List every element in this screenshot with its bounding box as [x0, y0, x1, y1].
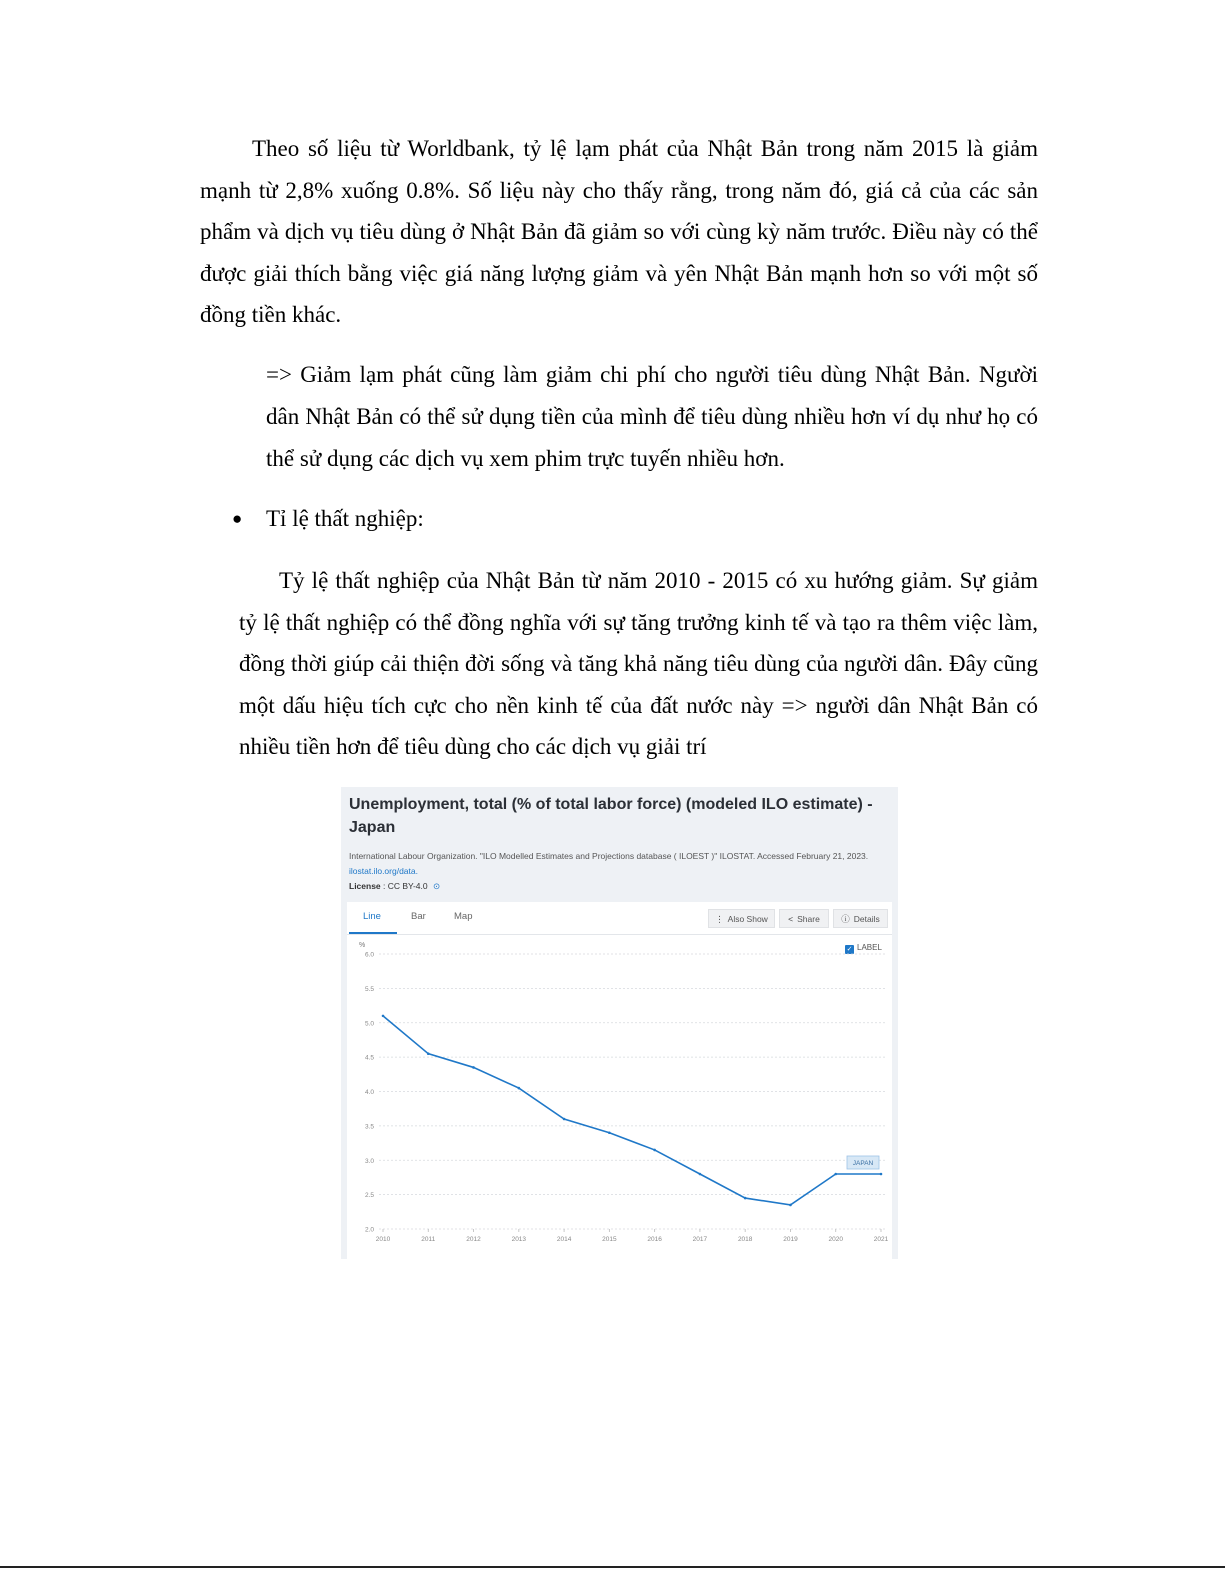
license-info-icon[interactable]: ⊙ — [432, 881, 441, 891]
x-tick-label: 2020 — [828, 1236, 843, 1243]
x-tick-label: 2021 — [873, 1236, 889, 1243]
data-point — [382, 1015, 385, 1018]
x-tick-label: 2010 — [375, 1236, 391, 1243]
data-point — [834, 1173, 837, 1176]
series-end-label: JAPAN — [852, 1160, 874, 1167]
source-link[interactable]: ilostat.ilo.org/data. — [349, 866, 418, 876]
source-text: International Labour Organization. "ILO Modelled Estimates and Projections database ( ILOEST )" ILOSTAT. Accessed February 21, 2023. — [349, 851, 869, 861]
data-point — [563, 1118, 566, 1121]
x-tick-label: 2011 — [421, 1236, 436, 1243]
share-button[interactable]: < Share — [779, 909, 829, 928]
chart-panel — [347, 902, 892, 1259]
more-vertical-icon: ⋮ — [715, 914, 724, 924]
share-icon: < — [788, 914, 794, 924]
data-point — [608, 1131, 611, 1134]
data-point — [427, 1052, 430, 1055]
bullet-label: Tỉ lệ thất nghiệp: — [266, 506, 424, 531]
x-tick-label: 2017 — [692, 1236, 708, 1243]
page-bottom-rule — [0, 1566, 1225, 1568]
paragraph-inflation: Theo số liệu từ Worldbank, tỷ lệ lạm phát của Nhật Bản trong năm 2015 là giảm mạnh từ 2,8% xuống 0.8%. Số liệu này cho thấy rằng, trong năm đó, giá cả của các sản phẩm và dịch vụ tiêu dùng ở Nhật Bản đã giảm so với cùng kỳ năm trước. Điều này có thể được giải thích bằng việc giá năng lượng giảm và yên Nhật Bản mạnh hơn so với một số đồng tiền khác. — [200, 136, 1038, 327]
tab-bar[interactable]: Bar — [411, 911, 426, 922]
data-point — [518, 1087, 521, 1090]
checkbox-checked-icon: ✓ — [846, 946, 853, 953]
info-icon: ⓘ — [841, 914, 850, 924]
y-tick-label: 4.5 — [365, 1054, 375, 1062]
x-tick-label: 2012 — [466, 1236, 481, 1243]
series-line-japan — [383, 1016, 881, 1205]
x-tick-label: 2013 — [511, 1236, 527, 1243]
data-point — [472, 1066, 475, 1069]
paragraph-inflation-consequence: => Giảm lạm phát cũng làm giảm chi phí cho người tiêu dùng Nhật Bản. Người dân Nhật Bản có thể sử dụng tiền của mình để tiêu dùng nhiều hơn ví dụ như họ có thể sử dụng các dịch vụ xem phim trực tuyến nhiều hơn. — [266, 362, 1038, 471]
y-tick-label: 2.5 — [365, 1192, 375, 1200]
chart-title: Unemployment, total (% of total labor force) (modeled ILO estimate) - Japan — [349, 796, 873, 836]
data-point — [744, 1197, 747, 1200]
tab-map[interactable]: Map — [454, 911, 473, 922]
y-tick-label: 3.5 — [365, 1123, 375, 1131]
details-button[interactable]: ⓘ Details — [833, 909, 888, 928]
data-point — [653, 1149, 656, 1152]
line-chart — [347, 902, 892, 1259]
x-tick-label: 2018 — [737, 1236, 753, 1243]
also-show-button[interactable]: ⋮ Also Show — [708, 909, 775, 928]
x-tick-label: 2016 — [647, 1236, 662, 1243]
y-tick-label: 2.0 — [365, 1226, 375, 1234]
data-point — [699, 1173, 702, 1176]
license — [349, 881, 440, 892]
y-axis-unit: % — [359, 942, 366, 949]
bullet-unemployment — [232, 499, 424, 539]
license-label: License — [349, 881, 381, 891]
y-tick-label: 5.0 — [365, 1020, 375, 1028]
license-value: : CC BY-4.0 — [383, 881, 428, 891]
chart-card — [341, 787, 898, 1259]
y-tick-label: 6.0 — [365, 951, 375, 959]
x-tick-label: 2015 — [602, 1236, 617, 1243]
x-tick-label: 2014 — [556, 1236, 572, 1243]
tab-line[interactable]: Line — [363, 911, 381, 922]
chart-source — [349, 849, 894, 879]
bullet-icon: ● — [232, 509, 243, 528]
data-point — [789, 1204, 792, 1207]
paragraph-unemployment: Tỷ lệ thất nghiệp của Nhật Bản từ năm 2010 - 2015 có xu hướng giảm. Sự giảm tỷ lệ thất nghiệp có thể đồng nghĩa với sự tăng trưởng kinh tế và tạo ra thêm việc làm, đồng thời giúp cải thiện đời sống và tăng khả năng tiêu dùng của người dân. Đây cũng một dấu hiệu tích cực cho nền kinh tế của đất nước này => người dân Nhật Bản có nhiều tiền hơn để tiêu dùng cho các dịch vụ giải trí — [239, 568, 1038, 759]
y-tick-label: 3.0 — [365, 1157, 375, 1165]
data-point — [880, 1173, 883, 1176]
x-tick-label: 2019 — [783, 1236, 798, 1243]
label-toggle-text: LABEL — [857, 943, 882, 952]
y-tick-label: 5.5 — [365, 985, 375, 993]
y-tick-label: 4.0 — [365, 1089, 375, 1096]
